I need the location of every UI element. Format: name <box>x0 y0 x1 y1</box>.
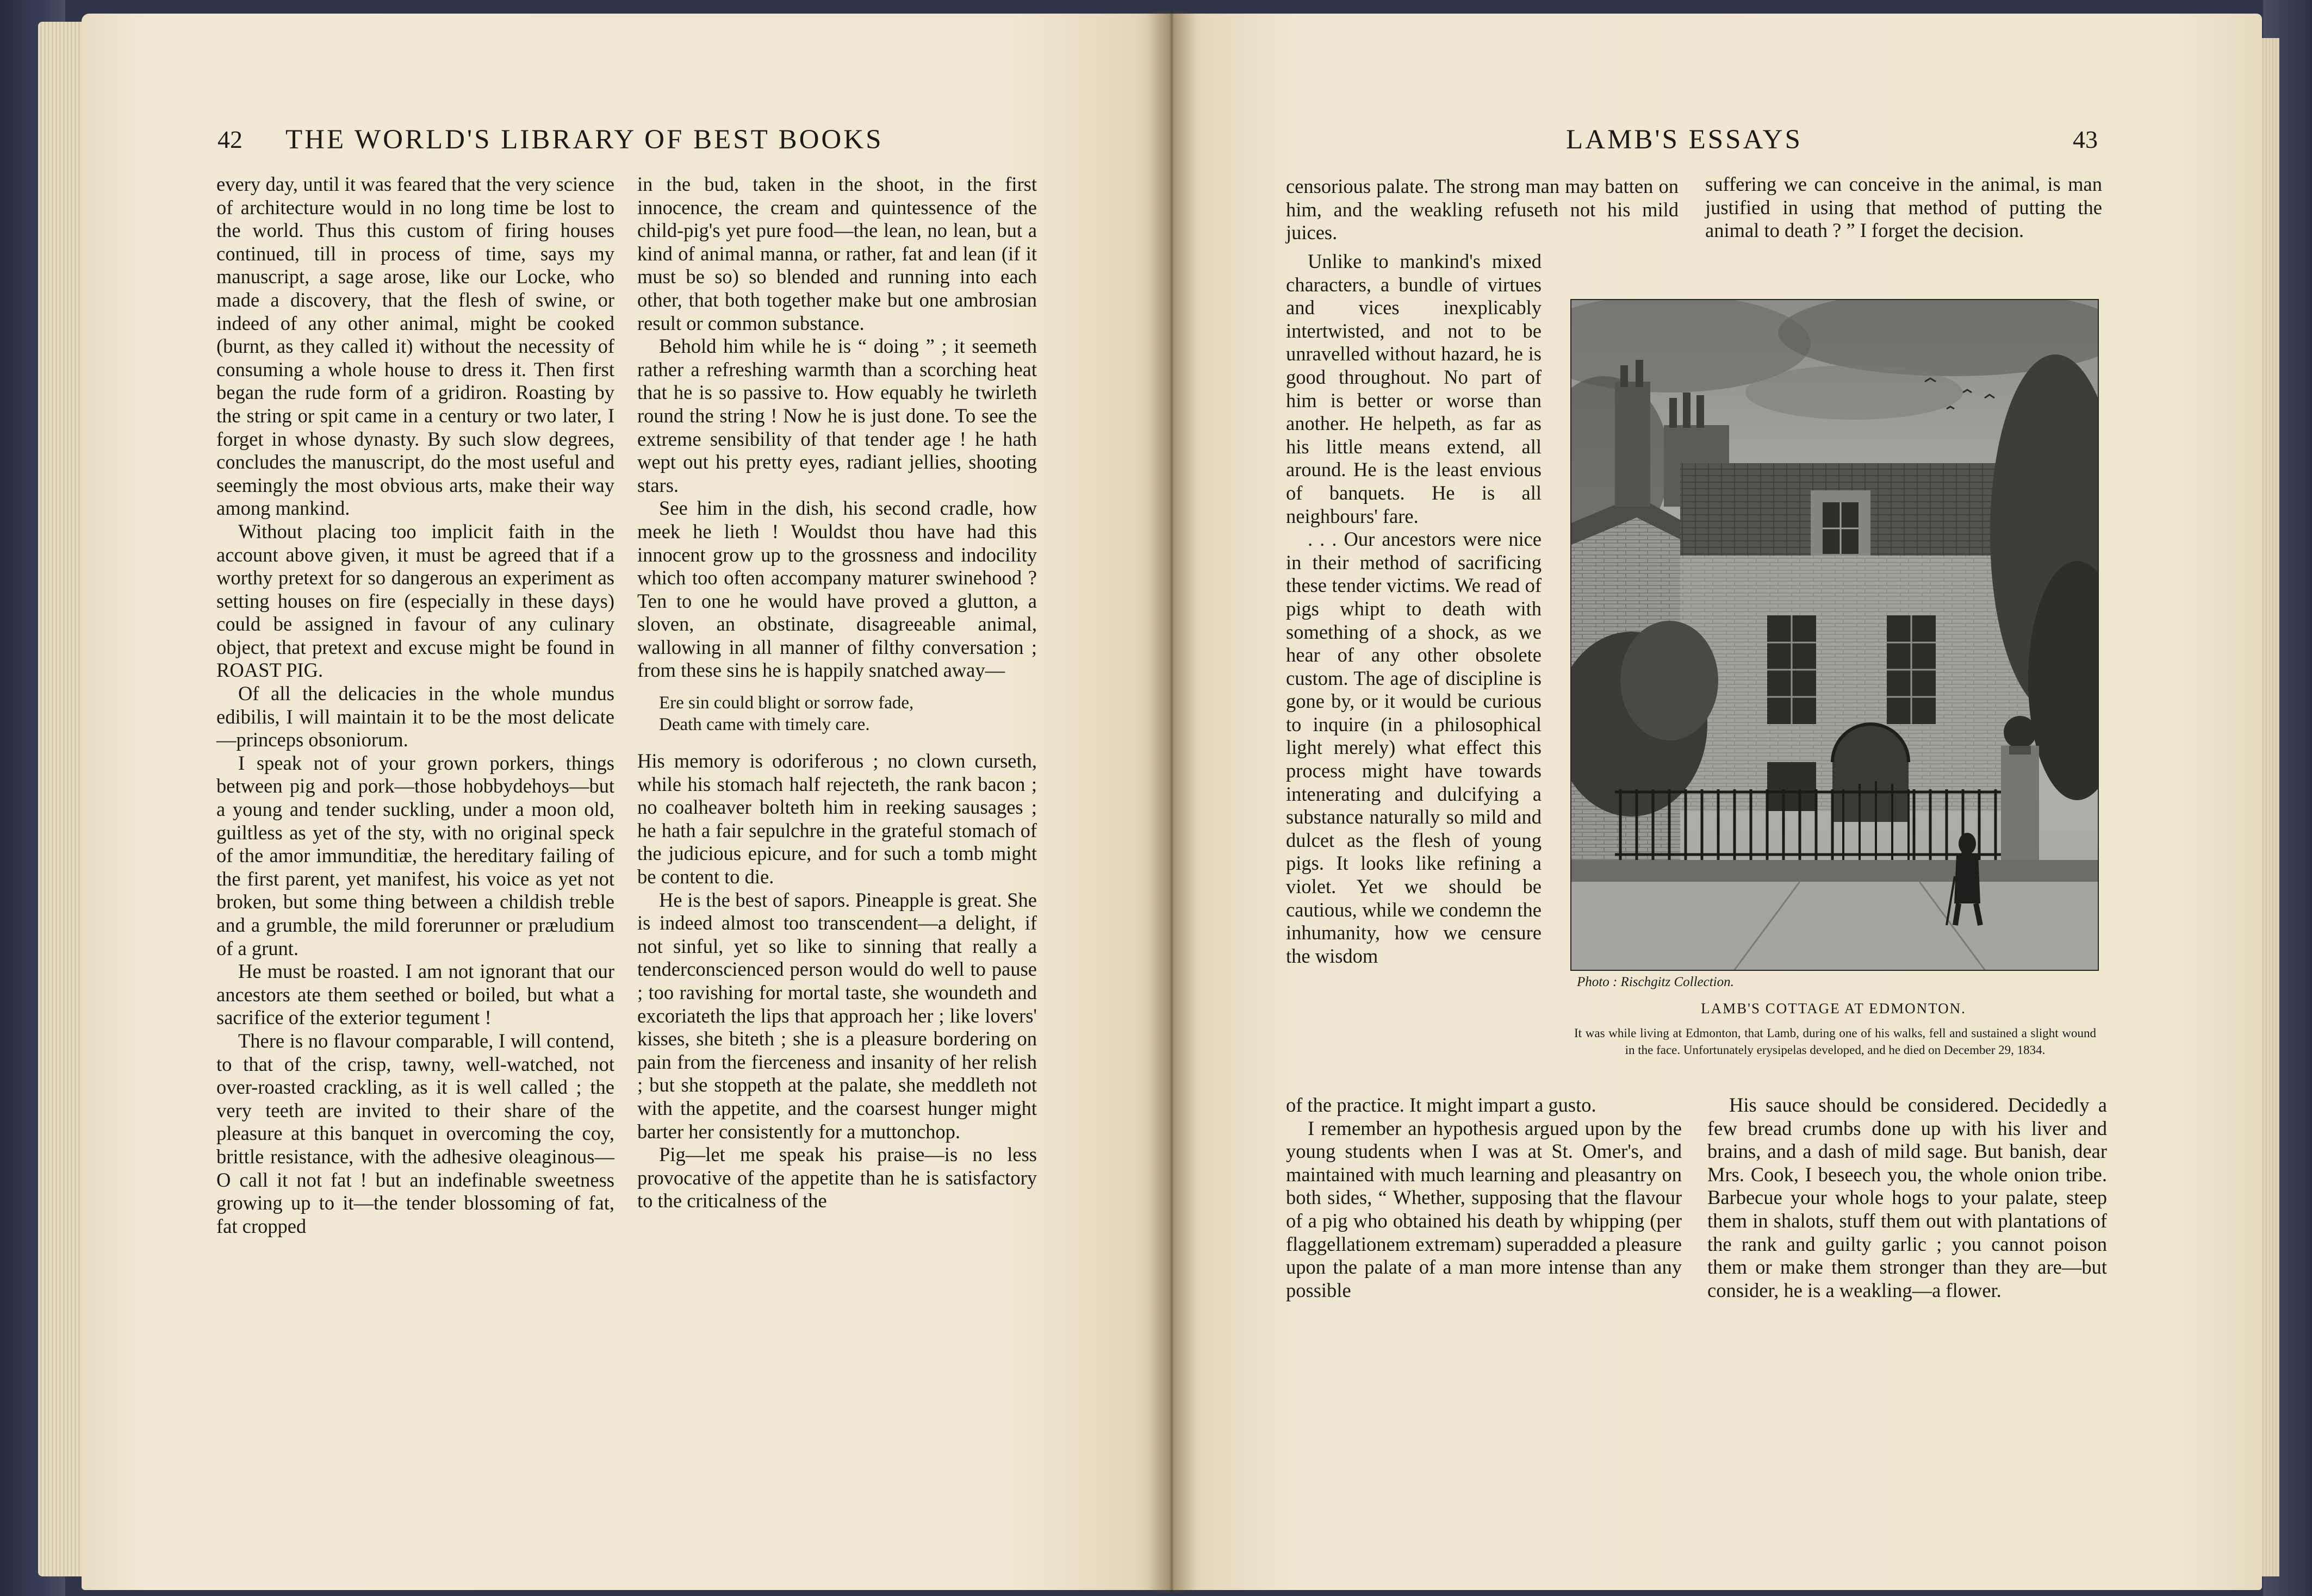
paragraph: He must be roasted. I am not ignorant that our ancestors ate them seethed or boiled, but what a sacrifice of the exterior tegument ! <box>216 960 614 1029</box>
paragraph: I speak not of your grown porkers, things between pig and pork—those hobbydehoys—but a young and tender suckling, under a moon old, guiltless as yet of the sty, with no original speck of the amor immunditiæ, the hereditary failing of the first parent, yet manifest, his voice as yet not broken, but some thing between a childish treble and a grumble, the mild forerunner or præludium of a grunt. <box>216 751 614 959</box>
paragraph: I remember an hypothesis argued upon by the young students when I was at St. Omer's, and maintained with much learning and pleasantry on both sides, “ Whether, supposing that the flavour of a pig who obtained his death by whipping (per flaggellationem extremam) superadded a pleasure upon the palate of a man more intense than any possible <box>1286 1117 1682 1301</box>
paragraph: . . . Our ancestors were nice in their method of sacrificing these tender victims. We read of pigs whipt to death with something of a shock, as we hear of any other obsolete custom. The age of discipline is gone by, or it would be curious to inquire (in a philosophical light merely) what effect this process might have towards intenerating and dulcifying a substance naturally so mild and dulcet as the flesh of young pigs. It looks like refining a violet. Yet we should be cautious, while we condemn the inhumanity, how we censure the wisdom <box>1286 528 1542 967</box>
paragraph: There is no flavour comparable, I will contend, to that of the crisp, tawny, well-watched, not over-roasted crackling, as it is well called ; the very teeth are invited to their share of the pleasure at this banquet in overcoming the coy, brittle resistance, with the adhesive oleaginous—O call it not fat ! but an indefinable sweetness growing up to it—the tender blossoming of fat, fat cropped <box>216 1029 614 1237</box>
right-column-1-narrow <box>1286 250 1542 968</box>
right-column-1-top <box>1286 175 1679 245</box>
paragraph: Without placing too implicit faith in the account above given, it must be agreed that if a worthy pretext for so dangerous an experiment as setting houses on fire (especially in these days) could be assigned in favour of any culinary object, that pretext and excuse might be found in ROAST PIG. <box>216 520 614 682</box>
left-page-number: 42 <box>217 126 243 153</box>
book-gutter <box>1147 11 1196 1593</box>
paragraph: every day, until it was feared that the very science of architecture would in no long time be lost to the world. Thus this custom of firing houses continued, till in process of time, says my manuscript, a sage arose, like our Locke, who made a discovery, that the flesh of swine, or indeed of any other animal, might be cooked (burnt, as they called it) without the necessity of consuming a whole house to dress it. Then first began the rude form of a gridiron. Roasting by the string or spit came in a century or two later, I forget in whose dynasty. By such slow degrees, concludes the manuscript, do the most useful and seemingly the most obvious arts, make their way among mankind. <box>216 173 614 520</box>
verse-line: Ere sin could blight or sorrow fade, <box>659 693 914 713</box>
paragraph: He is the best of sapors. Pineapple is great. She is indeed almost too transcendent—a delight, if not sinful, yet so like to sinning that really a tenderconscienced person would do well to pause ; too ravishing for mortal taste, she woundeth and excoriateth the lips that approach her ; like lovers' kisses, she biteth ; she is a pleasure bordering on pain from the fierceness and insanity of her relish ; but she stoppeth at the palate, she meddleth not with the appetite, and the coarsest hunger might barter her consistently for a muttonchop. <box>637 888 1037 1143</box>
cottage-illustration <box>1570 299 2099 971</box>
left-column-2 <box>637 173 1037 1213</box>
paragraph: His sauce should be considered. Decidedly a few bread crumbs done up with his liver and brains, and a dash of mild sage. But banish, dear Mrs. Cook, I beseech you, the whole onion tribe. Barbecue your whole hogs to your palate, steep them in shalots, stuff them out with plantations of the rank and guilty garlic ; you cannot poison them or make them stronger than they are—but consider, he is a weakling—a flower. <box>1707 1094 2107 1301</box>
verse-line: Death came with timely care. <box>659 715 870 735</box>
verse-quote <box>637 692 1037 735</box>
paragraph: See him in the dish, his second cradle, how meek he lieth ! Wouldst thou have had this innocent grow up to the grossness and indocility which too often accompany maturer swinehood ? Ten to one he would have proved a glutton, a sloven, an obstinate, disagreeable animal, wallowing in all manner of filthy conversation ; from these sins he is happily snatched away— <box>637 497 1037 682</box>
left-column-1 <box>216 173 614 1238</box>
paragraph: in the bud, taken in the shoot, in the first innocence, the cream and quintessence of the child-pig's yet pure food—the lean, no lean, but a kind of animal manna, or rather, fat and lean (if it must be so) so blended and running into each other, that both together make but one ambrosian result or common substance. <box>637 173 1037 334</box>
left-running-head: THE WORLD'S LIBRARY OF BEST BOOKS <box>285 124 884 155</box>
photo-credit: Photo : Rischgitz Collection. <box>1577 975 1734 989</box>
paragraph: suffering we can conceive in the animal, is man justified in using that method of putting the animal to death ? ” I forget the decision. <box>1705 173 2102 242</box>
right-page-number: 43 <box>2073 126 2098 153</box>
paragraph: of the practice. It might impart a gusto. <box>1286 1094 1596 1116</box>
illustration-caption: It was while living at Edmonton, that Lamb, during one of his walks, fell and sustained a slight wound in the face. Unfortunately erysipelas developed, and he died on December 29, 1834. <box>1574 1026 2096 1057</box>
paragraph: Of all the delicacies in the whole mundus edibilis, I will maintain it to be the most delicate—princeps obsoniorum. <box>216 682 614 751</box>
right-column-2-bottom <box>1707 1094 2107 1302</box>
paragraph: Unlike to mankind's mixed characters, a bundle of virtues and vices inexplicably intertwisted, and not to be unravelled without hazard, he is good throughout. No part of him is better or worse than another. He helpeth, as far as his little means extend, all around. He is the least envious of banquets. He is all neighbours' fare. <box>1286 250 1542 527</box>
right-column-2-top <box>1705 173 2102 242</box>
paragraph: censorious palate. The strong man may batten on him, and the weakling refuseth not his mild juices. <box>1286 175 1679 244</box>
paragraph: Behold him while he is “ doing ” ; it seemeth rather a refreshing warmth than a scorching heat that he is so passive to. How equably he twirleth round the string ! Now he is just done. To see the extreme sensibility of that tender age ! he hath wept out his pretty eyes, radiant jellies, shooting stars. <box>637 335 1037 496</box>
paragraph: His memory is odoriferous ; no clown curseth, while his stomach half rejecteth, the rank bacon ; no coalheaver bolteth him in reeking sausages ; he hath a fair sepulchre in the grateful stomach of the judicious epicure, and for such a tomb might be content to die. <box>637 750 1037 888</box>
right-running-head: LAMB'S ESSAYS <box>1566 124 1803 155</box>
right-column-1-bottom <box>1286 1094 1682 1302</box>
paragraph: Pig—let me speak his praise—is no less provocative of the appetite than he is satisfactory to the criticalness of the <box>637 1143 1037 1212</box>
illustration-title: LAMB'S COTTAGE AT EDMONTON. <box>1701 1000 1966 1017</box>
